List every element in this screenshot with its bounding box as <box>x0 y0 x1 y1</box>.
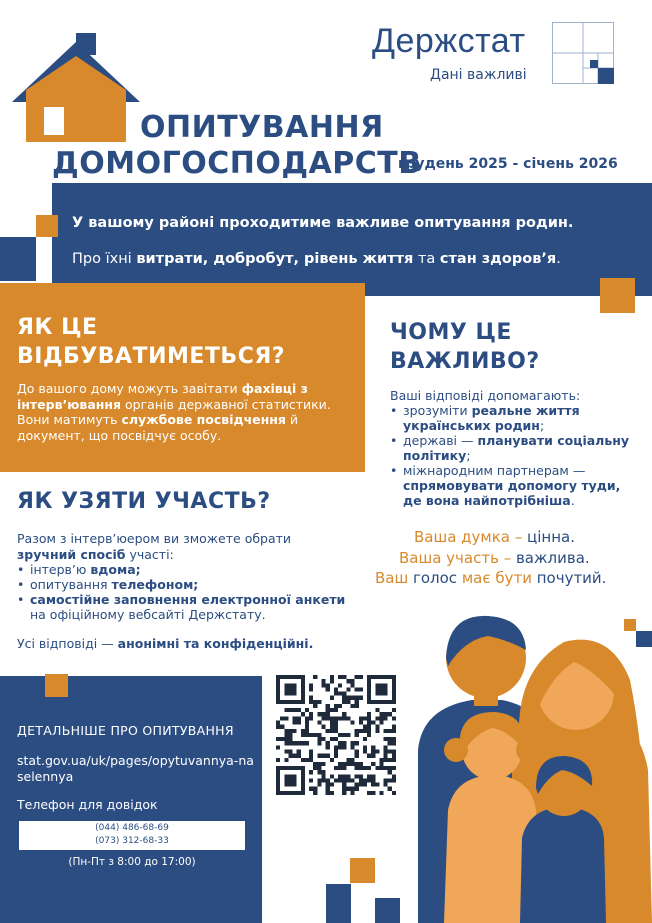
decor-square <box>375 898 400 923</box>
logo-tagline: Дані важливі <box>430 67 527 83</box>
phone-box <box>19 821 245 850</box>
working-hours: (Пн-Пт з 8:00 до 17:00) <box>68 856 196 868</box>
list-item: • самостійне заповнення електронної анкети на офіційному вебсайті Держстату. <box>17 592 357 622</box>
why-list <box>390 403 638 508</box>
phone-number[interactable]: (044) 486-68-69 <box>95 823 169 833</box>
house-icon <box>12 30 140 142</box>
decor-square <box>36 215 58 237</box>
why-intro: Ваші відповіді допомагають: <box>390 388 581 403</box>
contact-heading: ДЕТАЛЬНІШЕ ПРО ОПИТУВАННЯ <box>17 723 234 738</box>
participate-list <box>17 562 357 622</box>
slogan-3: Ваш голос має бути почутий. <box>375 569 607 587</box>
list-item: • міжнародним партнерам — спрямовувати допомогу туди, де вона найпотрібніша. <box>390 463 638 508</box>
list-item: • інтерв’ю вдома; <box>17 562 357 577</box>
how-title: ЯК ЦЕ ВІДБУВАТИМЕТЬСЯ? <box>17 315 286 369</box>
phone-number[interactable]: (073) 312-68-33 <box>95 836 169 846</box>
banner-line1: У вашому районі проходитиме важливе опитування родин. <box>72 215 574 231</box>
survey-link[interactable]: stat.gov.ua/uk/pages/opytuvannya-naselennya <box>17 753 254 784</box>
decor-square <box>45 674 68 697</box>
logo-grid-icon <box>552 22 614 84</box>
qr-code-icon[interactable] <box>276 675 396 795</box>
phone-label: Телефон для довідок <box>17 797 158 812</box>
family-illustration <box>404 600 652 923</box>
intro-banner <box>52 183 652 296</box>
decor-square <box>326 884 351 923</box>
list-item: • зрозуміти реальне життя українських родин; <box>390 403 638 433</box>
list-item: • державі — планувати соціальну політику; <box>390 433 638 463</box>
logo-name: Держстат <box>372 22 526 60</box>
decor-square <box>0 237 36 281</box>
page-title-line1: ОПИТУВАННЯ <box>140 110 384 145</box>
banner-line2: Про їхні витрати, добробут, рівень життя та стан здоров’я. <box>72 251 561 267</box>
slogan-2: Ваша участь – важлива. <box>399 549 590 567</box>
page-title-line2: ДОМОГОСПОДАРСТВ <box>52 146 422 181</box>
slogan-1: Ваша думка – цінна. <box>414 528 575 546</box>
why-title: ЧОМУ ЦЕ ВАЖЛИВО? <box>390 320 540 374</box>
participate-intro: Разом з інтерв’юером ви зможете обрати зручний спосіб участі: <box>17 531 292 562</box>
decor-square <box>600 278 635 313</box>
survey-period: грудень 2025 - січень 2026 <box>398 156 618 172</box>
decor-square <box>350 858 375 883</box>
participate-title: ЯК УЗЯТИ УЧАСТЬ? <box>17 489 271 514</box>
how-text: До вашого дому можуть завітати фахівці з інтерв’ювання органів державної статистики. Вони матимуть службове посвідчення й документ, що посвідчує особу. <box>17 381 331 443</box>
anonymity-note: Усі відповіді — анонімні та конфіденційні. <box>17 636 314 651</box>
how-section <box>0 283 365 472</box>
list-item: • опитування телефоном; <box>17 577 357 592</box>
